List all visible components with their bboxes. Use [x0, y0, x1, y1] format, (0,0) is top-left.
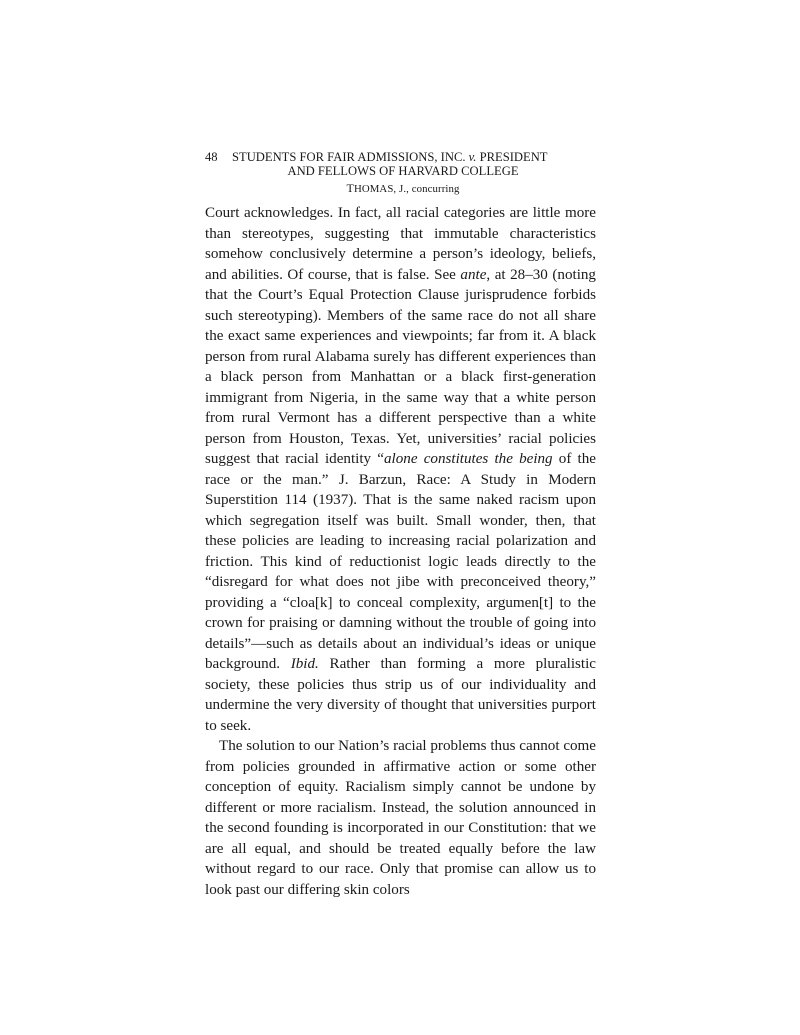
opinion-body — [205, 203, 596, 900]
case-title-part-b: PRESIDENT — [479, 150, 548, 164]
paragraph-2: The solution to our Nation’s racial problems thus cannot come from policies grounded in affirmative action or some other conception of equity. Racialism simply cannot be undone by different or more racialism. Instead, the solution announced in the second founding is incorporated in our Constitution: that we are all equal, and should be treated equally before the law without regard to our race. Only that promise can allow us to look past our differing skin colors — [205, 738, 596, 898]
paragraph-1-text-d: Rather than forming a more pluralistic society, these policies thus strip us of our individuality and undermine the very diversity of thought that universities purport to seek. — [205, 656, 596, 734]
running-head-line1 — [205, 150, 595, 164]
opinion-author-line — [205, 181, 595, 196]
page-number: 48 — [205, 150, 218, 164]
case-title-versus: v. — [468, 150, 477, 164]
quoted-italic-phrase: alone constitutes the being — [383, 451, 553, 467]
opinion-author-initial: T — [346, 181, 354, 195]
citation-ante: ante — [460, 266, 487, 283]
case-title-line2: AND FELLOWS OF HARVARD COLLEGE — [287, 164, 519, 178]
case-title-part-a: STUDENTS FOR FAIR ADMISSIONS, INC. — [232, 150, 466, 164]
opinion-author-rest: HOMAS, J., concurring — [353, 183, 460, 195]
running-head — [205, 150, 595, 196]
paragraph-1-text-b: , at 28–30 (noting that the Court’s Equal Protection Clause jurisprudence forbids such stereotyping). Members of the same race do not all share the exact same experiences and viewpoints; far from it. A black person from rural Alabama surely has different experiences than a black person from Manhattan or a black first-generation immigrant from Nigeria, in the same way that a white person from rural Vermont has a different perspective than a white person from Houston, Texas. Yet, universities’ racial policies suggest that racial identity “ — [205, 266, 596, 467]
case-title-line1 — [232, 150, 548, 164]
paragraph-1 — [205, 203, 596, 736]
citation-ibid: Ibid. — [290, 656, 319, 672]
paragraph-1-text-c: of the race or the man.” J. Barzun, Race: A Study in Modern Superstition 114 (1937). That is the same naked racism upon which segregation itself was built. Small wonder, then, that these policies are leading to increasing racial polarization and friction. This kind of reductionist logic leads directly to the “disregard for what does not jibe with preconceived theory,” providing a “cloa[k] to conceal complexity, argumen[t] to the crown for praising or damning without the trouble of going into details”—such as details about an individual’s ideas or unique background. — [205, 451, 596, 672]
paragraph-1-text-a: Court acknowledges. In fact, all racial categories are little more than stereotypes, suggesting that immutable characteristics somehow conclusively determine a person’s ideology, beliefs, and abilities. Of course, that is false. See — [205, 205, 596, 283]
